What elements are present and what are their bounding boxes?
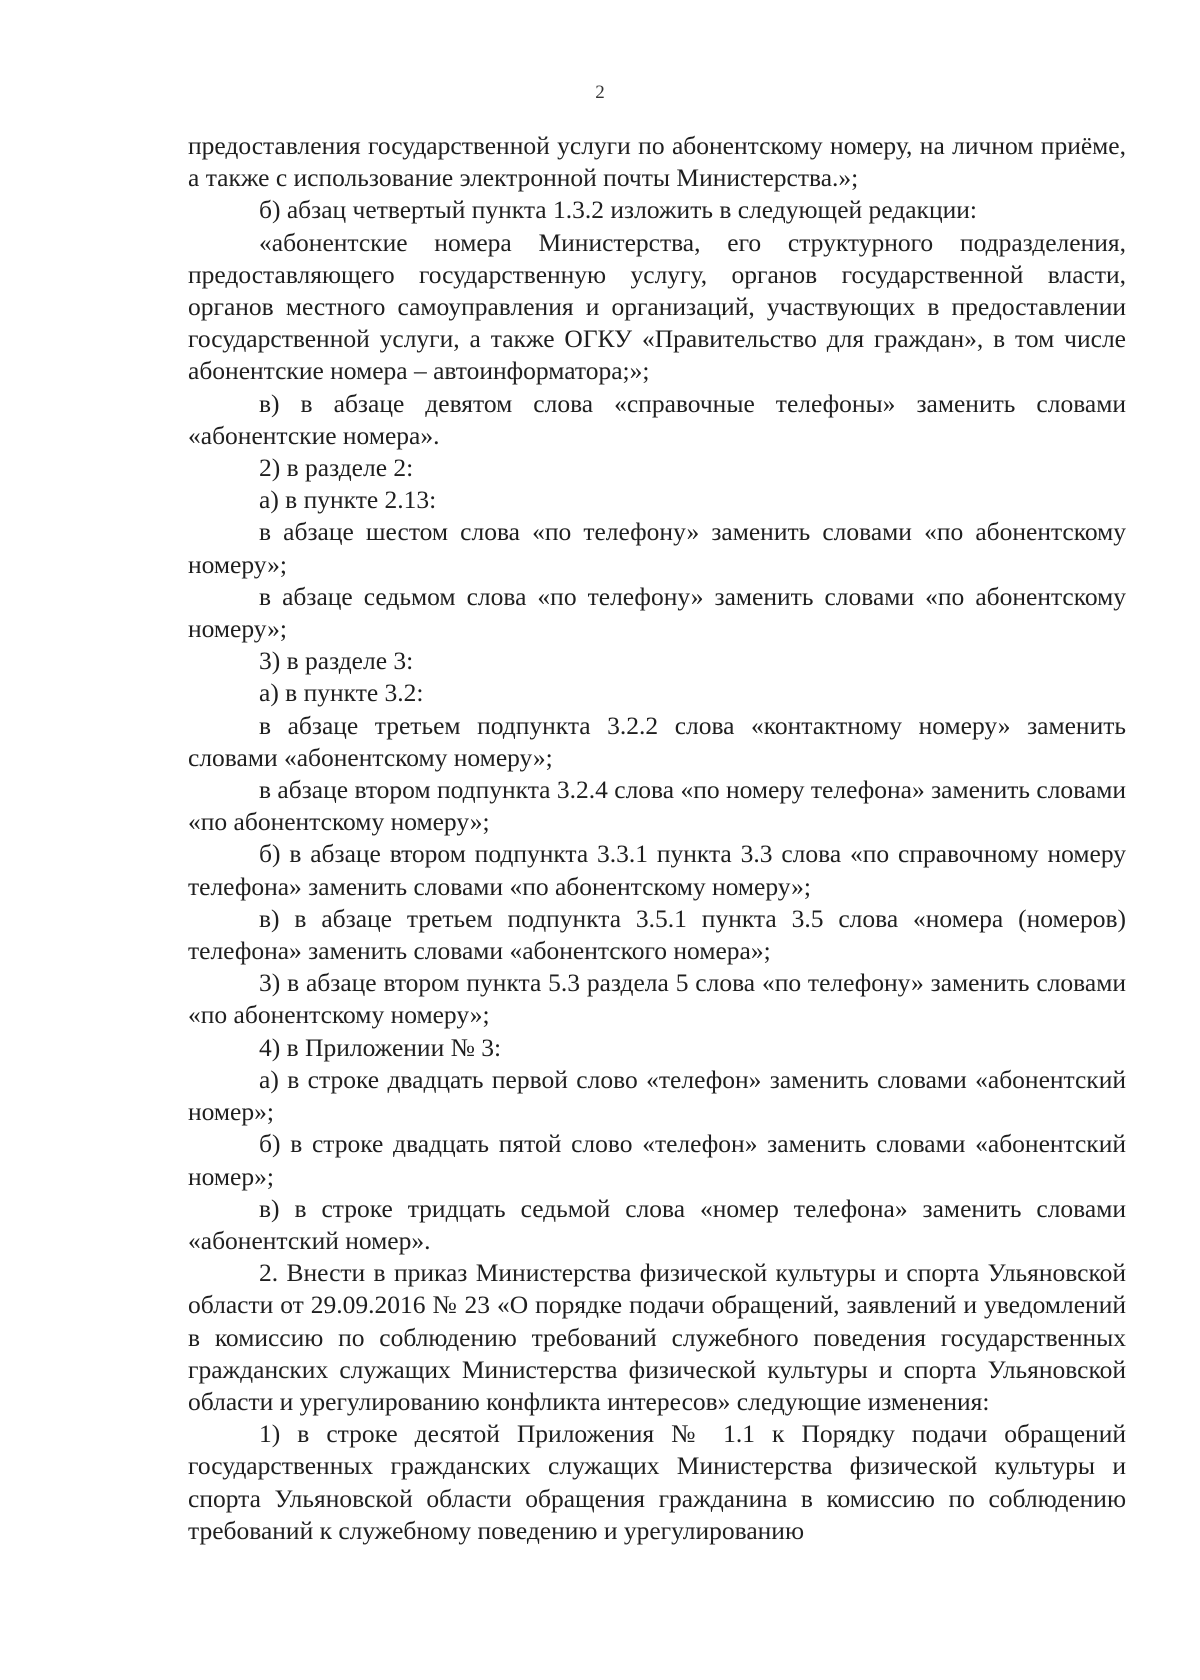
- paragraph: 4) в Приложении № 3:: [259, 1032, 502, 1062]
- paragraph-quote: «абонентские номера Министерства, его структурного подразделения, предоставляющего государственную услугу, органов государственной власти, органов местного самоуправления и организаций, участвующих в предоставлении государственной услуги, а также ОГКУ «Правительство для граждан», в том числе абонентские номера – автоинформатора;»;: [188, 227, 1126, 386]
- paragraph: 1) в строке десятой Приложения № 1.1 к Порядку подачи обращений государственных гражданских служащих Министерства физической культуры и спорта Ульяновской области обращения гражданина в комиссию по соблюдению требований к служебному поведению и урегулированию: [188, 1419, 1126, 1545]
- paragraph: в) в строке тридцать седьмой слова «номер телефона» заменить словами «абонентский номер».: [188, 1193, 1126, 1255]
- paragraph: 2. Внести в приказ Министерства физической культуры и спорта Ульяновской области от 29.09.2016 № 23 «О порядке подачи обращений, заявлений и уведомлений в комиссию по соблюдению требований служебного поведения государственных гражданских служащих Министерства физической культуры и спорта Ульяновской области и урегулированию конфликта интересов» следующие изменения:: [188, 1258, 1126, 1416]
- paragraph-continuation: предоставления государственной услуги по абонентскому номеру, на личном приёме, а также с использование электронной почты Министерства.»;: [188, 131, 1126, 193]
- paragraph: б) в строке двадцать пятой слово «телефон» заменить словами «абонентский номер»;: [188, 1129, 1126, 1191]
- paragraph: а) в пункте 2.13:: [259, 485, 437, 515]
- paragraph: в) в абзаце девятом слова «справочные телефоны» заменить словами «абонентские номера».: [188, 388, 1126, 450]
- paragraph: а) в строке двадцать первой слово «телефон» заменить словами «абонентский номер»;: [188, 1064, 1126, 1127]
- paragraph: в абзаце шестом слова «по телефону» заменить словами «по абонентскому номеру»;: [188, 517, 1126, 579]
- paragraph: б) абзац четвертый пункта 1.3.2 изложить в следующей редакции:: [259, 195, 977, 225]
- paragraph: в абзаце седьмом слова «по телефону» заменить словами «по абонентскому номеру»;: [188, 581, 1126, 644]
- document-body: [188, 130, 1126, 1547]
- paragraph: а) в пункте 3.2:: [259, 678, 424, 708]
- page-number: 2: [595, 82, 605, 103]
- paragraph: 2) в разделе 2:: [259, 453, 414, 483]
- paragraph: 3) в разделе 3:: [259, 646, 414, 676]
- paragraph: 3) в абзаце втором пункта 5.3 раздела 5 слова «по телефону» заменить словами «по абонентскому номеру»;: [188, 968, 1126, 1030]
- paragraph: б) в абзаце втором подпункта 3.3.1 пункта 3.3 слова «по справочному номеру телефона» заменить словами «по абонентскому номеру»;: [188, 839, 1126, 901]
- paragraph: в) в абзаце третьем подпункта 3.5.1 пункта 3.5 слова «номера (номеров) телефона» заменить словами «абонентского номера»;: [188, 903, 1126, 966]
- paragraph: в абзаце третьем подпункта 3.2.2 слова «контактному номеру» заменить словами «абонентскому номеру»;: [188, 710, 1126, 772]
- paragraph: в абзаце втором подпункта 3.2.4 слова «по номеру телефона» заменить словами «по абонентскому номеру»;: [188, 775, 1126, 837]
